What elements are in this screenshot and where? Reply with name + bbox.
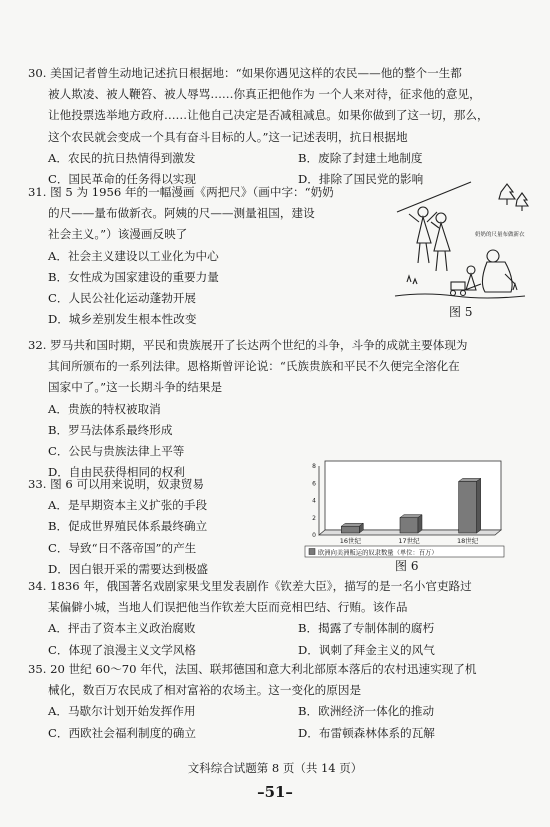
option-c: C．体现了浪漫主义文学风格 [48, 642, 196, 657]
option-c: C．西欧社会福利制度的确立 [48, 725, 196, 740]
bar-side [477, 478, 481, 533]
y-tick-label: 4 [312, 497, 316, 505]
bar-18世纪 [459, 481, 477, 533]
question-33-stem: 33. 图 6 可以用来说明，奴隶贸易 [28, 477, 205, 491]
page-footer: 文科综合试题第 8 页（共 14 页） [187, 761, 363, 775]
y-tick-label: 2 [312, 514, 316, 522]
question-number: 31. [28, 185, 47, 199]
option-d: D．排除了国民党的影响 [298, 172, 424, 187]
option-a: A．马歇尔计划开始发挥作用 [48, 704, 196, 719]
option-a: A．抨击了资本主义政治腐败 [48, 621, 196, 636]
bar-side [418, 515, 422, 533]
question-35 [28, 659, 522, 744]
option-c: C．导致“日不落帝国”的产生 [48, 540, 197, 555]
y-axis-ticks [312, 463, 316, 539]
y-tick-label: 0 [312, 532, 316, 539]
question-32-stem: 32. 罗马共和国时期，平民和贵族展开了长达两个世纪的斗争，斗争的成就主要体现为 其间所颁布的一系列法律。恩格斯曾评论说：“氏族贵族和平民不久便完全溶化在 国家中了。”这一长期斗争的结果是 [28, 338, 468, 395]
x-axis-labels [340, 536, 479, 545]
cartoon-illustration [393, 178, 531, 303]
option-d: D．讽刺了拜金主义的风气 [298, 642, 435, 657]
question-34 [28, 576, 522, 661]
option-b: B．女性成为国家建设的重要力量 [48, 269, 219, 284]
bar-16世纪 [341, 526, 359, 533]
y-tick-label: 8 [312, 463, 316, 470]
chart-legend [305, 546, 504, 557]
question-35-stem: 35. 20 世纪 60～70 年代，法国、联邦德国和意大利北部原本落后的农村迅速实现了机 械化，数百万农民成了相对富裕的农场主。这一变化的原因是 [28, 662, 477, 698]
option-a: A．是早期资本主义扩张的手段 [48, 498, 208, 513]
option-b: B．废除了封建土地制度 [298, 150, 423, 165]
option-b: B．欧洲经济一体化的推动 [298, 704, 435, 719]
option-b: B．促成世界殖民体系最终确立 [48, 519, 208, 534]
bubble-text: 奶奶的尺量布做新衣 [475, 232, 525, 238]
question-30 [28, 63, 522, 190]
figure-6-caption: 图 6 [395, 559, 419, 573]
option-d: D．因白银开采的需要达到极盛 [48, 561, 209, 576]
question-31-stem: 31. 图 5 为 1956 年的一幅漫画《两把尺》（画中字：“奶奶 的尺——量布做新衣。阿姨的尺——测量祖国，建设 社会主义。”）该漫画反映了 [28, 185, 334, 242]
measuring-pole [397, 182, 471, 212]
question-number: 32. [28, 338, 47, 352]
option-d: D．城乡差别发生根本性改变 [48, 312, 197, 327]
y-tick-label: 6 [312, 480, 316, 488]
option-a: A．农民的抗日热情得到激发 [48, 150, 196, 165]
bar-17世纪 [400, 518, 418, 533]
question-number: 30. [28, 66, 47, 80]
option-c: C．公民与贵族法律上平等 [48, 444, 185, 459]
option-a: A．贵族的特权被取消 [48, 401, 161, 416]
x-tick-label: 16世纪 [339, 537, 361, 545]
legend-swatch [309, 549, 315, 555]
question-34-stem: 34. 1836 年，俄国著名戏剧家果戈里发表剧作《钦差大臣》，描写的是一名小官吏路过 某偏僻小城，当地人们误把他当作钦差大臣而竞相巴结、行贿。该作品 [28, 579, 472, 615]
question-number: 34. [28, 579, 47, 593]
question-number: 33. [28, 477, 47, 491]
question-number: 35. [28, 662, 47, 676]
option-c: C．国民革命的任务得以实现 [48, 172, 196, 187]
legend-label: 欧洲向美洲贩运的奴隶数量（单位：百万） [318, 549, 438, 557]
figure-5-caption: 图 5 [449, 305, 473, 319]
option-a: A．社会主义建设以工业化为中心 [48, 248, 219, 263]
slave-trade-bar-chart [303, 455, 506, 560]
option-b: B．罗马法体系最终形成 [48, 422, 173, 437]
page-number: –51– [257, 783, 293, 801]
x-tick-label: 18世纪 [457, 537, 479, 545]
option-b: B．揭露了专制体制的腐朽 [298, 621, 435, 636]
option-d: D．布雷顿森林体系的瓦解 [298, 725, 435, 740]
question-30-stem: 30. 美国记者曾生动地记述抗日根据地：“如果你遇见这样的农民——他的整个一生都 被人欺凌、被人鞭笞、被人辱骂……你真正把他作为 一个人来对待，征求他的意见， 让他投票选举地方政府……让他自己决定是否减租减息。如果你做到了这一切，那么， 这个农民就会变成一个具有奋斗目标的人。”这一记述表明，抗日根据地 [28, 66, 489, 144]
option-c: C．人民公社化运动蓬勃开展 [48, 291, 196, 306]
question-31 [28, 182, 398, 330]
option-d: D．自由民获得相同的权利 [48, 465, 185, 480]
x-tick-label: 17世纪 [398, 537, 420, 545]
question-33 [28, 474, 298, 580]
